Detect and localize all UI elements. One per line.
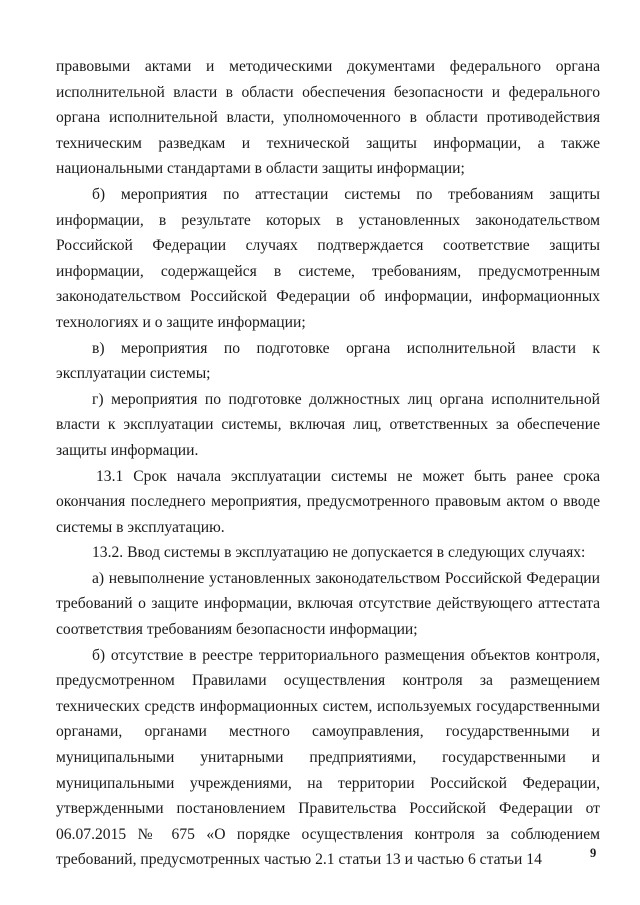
paragraph-continuation: правовыми актами и методическими документами федерального органа исполнительной власти в области обеспечения безопасности и федерального органа исполнительной власти, уполномоченного в области противодействия техническим разведкам и технической защиты информации, а также национальными стандартами в области защиты информации;	[56, 58, 600, 178]
paragraph-item-b-attestation: б) мероприятия по аттестации системы по требованиям защиты информации, в результате которых в установленных законодательством Российской Федерации случаях подтверждается соответствие защиты информации, содержащейся в системе, требованиям, предусмотренным законодательством Российской Федерации об информации, информационных технологиях и о защите информации;	[56, 185, 600, 331]
paragraph-item-g-officials: г) мероприятия по подготовке должностных лиц органа исполнительной власти к эксплуатации системы, включая лиц, ответственных за обеспечение защиты информации.	[56, 390, 600, 459]
paragraph-13-2: 13.2. Ввод системы в эксплуатацию не допускается в следующих случаях:	[92, 544, 586, 562]
paragraph-item-v-preparation: в) мероприятия по подготовке органа исполнительной власти к эксплуатации системы;	[56, 339, 600, 383]
paragraph-item-b-registry: б) отсутствие в реестре территориального размещения объектов контроля, предусмотренном Правилами осуществления контроля за размещением технических средств информационных систем, используемых государственными органами, органами местного самоуправления, государственными и муниципальными унитарными предприятиями, государственными и муниципальными учреждениями, на территории Российской Федерации, утвержденными постановлением Правительства Российской Федерации от 06.07.2015 № 675 «О порядке осуществления контроля за соблюдением требований, предусмотренных частью 2.1 статьи 13 и частью 6 статьи 14	[56, 646, 600, 869]
paragraph-13-1: 13.1 Срок начала эксплуатации системы не может быть ранее срока окончания последнего мероприятия, предусмотренного правовым актом о вводе системы в эксплуатацию.	[56, 467, 600, 536]
page-number: 9	[590, 846, 597, 860]
paragraph-item-a-violation: а) невыполнение установленных законодательством Российской Федерации требований о защите информации, включая отсутствие действующего аттестата соответствия требованиям безопасности информации;	[56, 569, 600, 639]
document-body	[56, 54, 600, 873]
